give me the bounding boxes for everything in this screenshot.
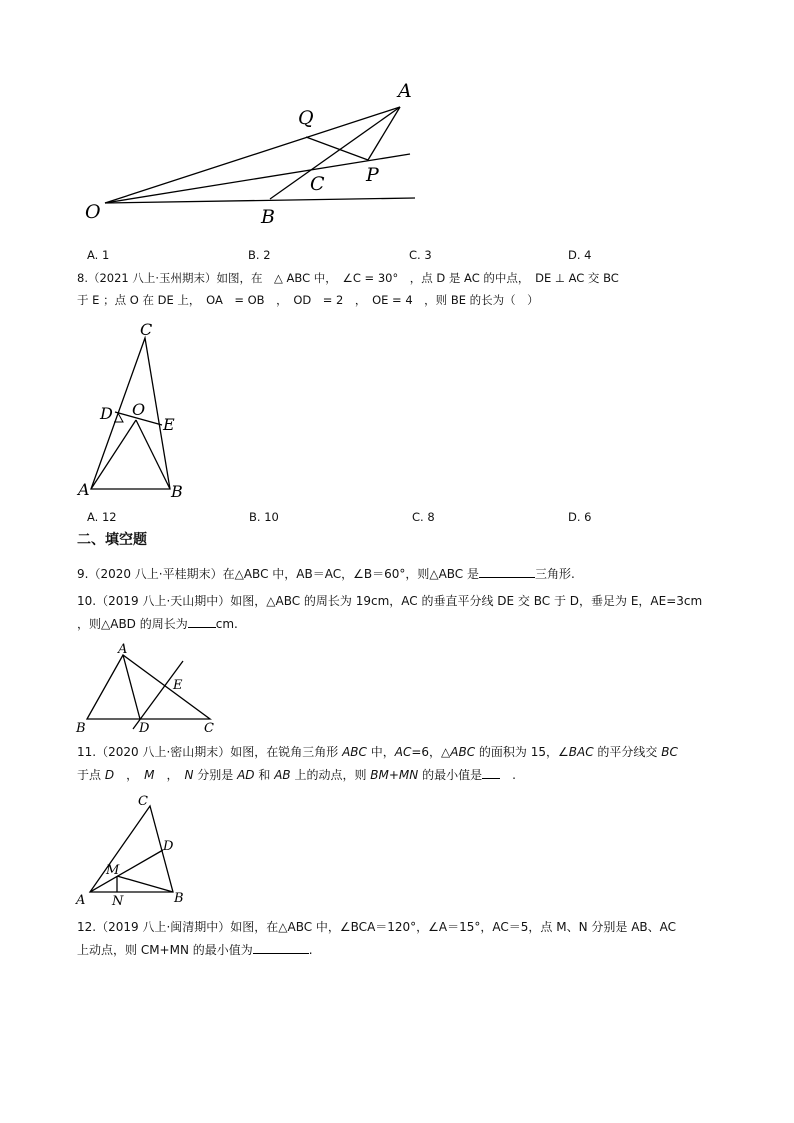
q12-line-2: 上动点，则 CM+MN 的最小值为 .: [77, 943, 313, 958]
label-n: N: [112, 894, 124, 909]
q11-blank[interactable]: [482, 766, 500, 779]
label-a: A: [78, 480, 90, 499]
label-m: M: [106, 863, 120, 878]
q12-line-1: 12.（2019 八上·闽清期中）如图，在△ABC 中，∠BCA＝120°，∠A＝15°，AC＝5，点 M、N 分别是 AB、AC: [77, 920, 677, 934]
segment-bm: [117, 876, 173, 892]
q8-text: [77, 267, 727, 312]
label-a: A: [118, 642, 128, 657]
label-b: B: [76, 721, 86, 736]
q10-text: [77, 590, 727, 637]
label-c: C: [140, 320, 153, 339]
label-b: B: [261, 206, 275, 228]
section-heading: 二、填空题: [77, 532, 147, 548]
q7-figure: [80, 75, 430, 235]
q7-option-d[interactable]: D. 4: [568, 248, 592, 262]
q8-line-2: 于 E ；点 O 在 DE 上， OA = OB ， OD = 2 ， OE = 4 ，则 BE 的长为（ ）: [77, 293, 539, 308]
q7-option-b[interactable]: B. 2: [248, 248, 271, 262]
label-d: D: [100, 404, 113, 423]
ray-op: [105, 154, 410, 203]
label-c: C: [204, 721, 214, 736]
q8-figure: [70, 318, 200, 508]
q9-stem: 9.（2020 八上·平桂期末）在△ABC 中，AB＝AC，∠B＝60°，则△ABC 是: [77, 567, 480, 581]
label-b: B: [174, 891, 184, 906]
label-e: E: [163, 415, 175, 434]
q8-option-b[interactable]: B. 10: [249, 510, 279, 524]
label-o: O: [85, 201, 101, 223]
q8-option-d[interactable]: D. 6: [568, 510, 592, 524]
q7-option-c[interactable]: C. 3: [409, 248, 432, 262]
q9-stem-end: 三角形.: [535, 567, 575, 581]
label-o: O: [132, 400, 146, 419]
label-a: A: [76, 893, 86, 908]
q10-blank[interactable]: [188, 615, 216, 628]
q11-line-2: 于点 D ， M ， N 分别是 AD 和 AB 上的动点，则 BM+MN 的最小值是 .: [77, 768, 516, 783]
label-c: C: [310, 173, 325, 195]
segment-qp: [306, 137, 368, 160]
q12-blank[interactable]: [253, 941, 309, 954]
segment-ap: [368, 107, 400, 160]
ray-ob: [105, 198, 415, 203]
label-e: E: [173, 678, 183, 693]
q7-option-a[interactable]: A. 1: [87, 248, 110, 262]
q10-figure: [70, 642, 230, 737]
label-q: Q: [298, 107, 314, 129]
q10-line-2: ，则△ABD 的周长为 cm.: [77, 617, 238, 632]
segment-oa: [91, 420, 136, 489]
segment-ab: [270, 107, 400, 199]
q11-text: [77, 741, 727, 788]
q11-line-1: 11.（2020 八上·密山期末）如图，在锐角三角形 ABC 中，AC=6，△ABC 的面积为 15，∠BAC 的平分线交 BC: [77, 745, 678, 759]
label-p: P: [366, 164, 379, 186]
label-c: C: [138, 794, 148, 809]
q8-option-c[interactable]: C. 8: [412, 510, 435, 524]
label-d: D: [139, 721, 150, 736]
q8-option-a[interactable]: A. 12: [87, 510, 117, 524]
q8-line-1: 8.（2021 八上·玉州期末）如图，在 △ ABC 中， ∠C = 30° ，点 D 是 AC 的中点， DE ⊥ AC 交 BC: [77, 271, 619, 285]
q10-line-1: 10.（2019 八上·天山期中）如图，△ABC 的周长为 19cm，AC 的垂直平分线 DE 交 BC 于 D，垂足为 E，AE=3cm: [77, 594, 703, 608]
label-a: A: [398, 80, 412, 102]
q11-figure: [70, 792, 200, 910]
segment-ad: [123, 655, 140, 719]
q12-text: [77, 916, 727, 963]
label-b: B: [171, 482, 183, 501]
label-d: D: [163, 839, 174, 854]
triangle-abc: [87, 655, 210, 719]
q9-blank[interactable]: [479, 565, 535, 578]
q9-text: [77, 563, 727, 586]
triangle-abc: [90, 806, 173, 892]
